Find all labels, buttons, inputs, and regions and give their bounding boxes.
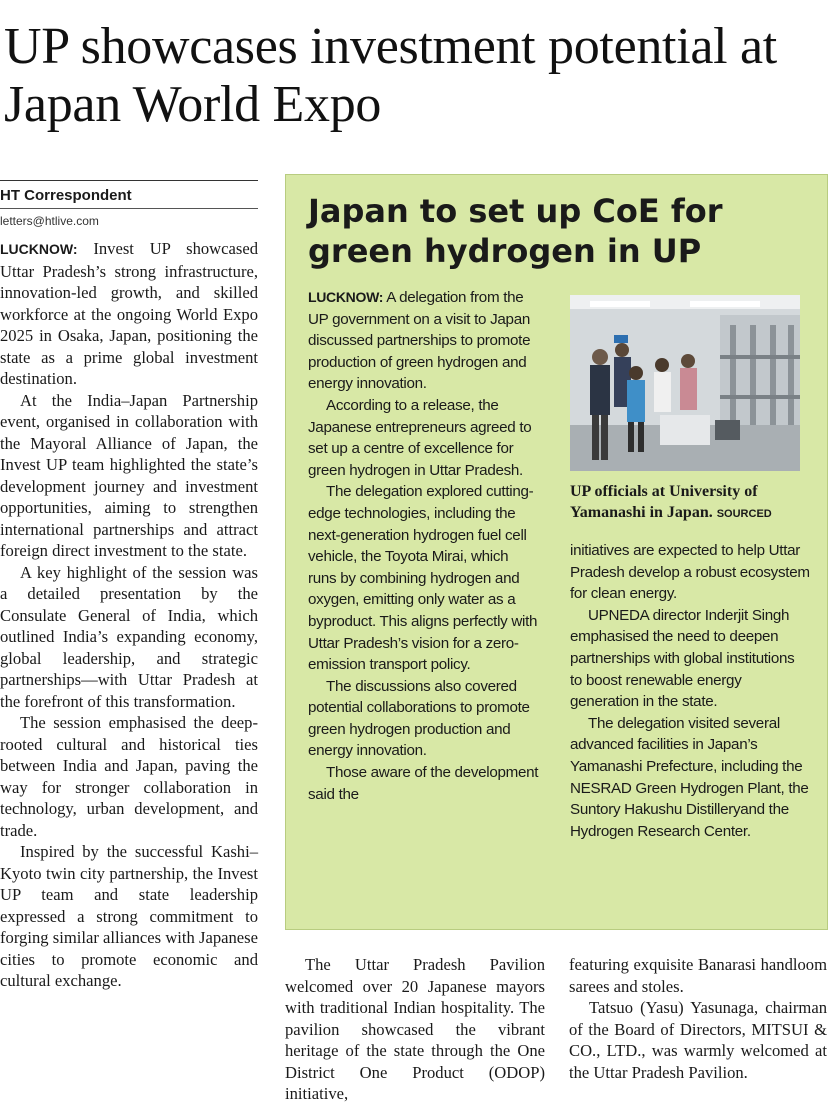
article-column-middle bbox=[285, 954, 545, 1105]
author-email: letters@htlive.com bbox=[0, 214, 99, 228]
headline: UP showcases investment potential at Japan World Expo bbox=[4, 18, 777, 133]
sidebar-paragraph: UPNEDA director Inderjit Singh emphasised the need to deepen partnerships with global institutions to boost renewable energy generation in the state. bbox=[570, 606, 795, 711]
byline: HT Correspondent bbox=[0, 181, 258, 209]
article-column-left bbox=[0, 238, 258, 992]
sidebar-headline: Japan to set up CoE for green hydrogen in UP bbox=[308, 192, 723, 270]
lab-photo-illustration bbox=[570, 295, 800, 471]
sidebar-column-2 bbox=[570, 540, 810, 842]
sidebar-paragraph: initiatives are expected to help Uttar Pradesh develop a robust ecosystem for clean energy. bbox=[570, 542, 810, 603]
dateline: LUCKNOW: bbox=[0, 241, 78, 257]
sidebar-paragraph: LUCKNOW: A delegation from the UP government on a visit to Japan discussed partnerships to promote production of green hydrogen and energy innovation. bbox=[308, 289, 531, 393]
article-column-right bbox=[569, 954, 827, 1083]
sidebar-paragraph: The discussions also covered potential collaborations to promote green hydrogen production and energy innovation. bbox=[308, 677, 530, 760]
photo-caption: UP officials at University of Yamanashi in Japan. SOURCED bbox=[570, 483, 772, 521]
sidebar-column-1 bbox=[308, 287, 540, 805]
article-paragraph: The Uttar Pradesh Pavilion welcomed over 20 Japanese mayors with traditional Indian hospitality. The pavilion showcased the vibrant heritage of the state through the One District One Product (ODOP) initiative, bbox=[285, 955, 545, 1103]
sidebar-box bbox=[285, 174, 828, 930]
byline-block bbox=[0, 180, 258, 228]
article-paragraph: Inspired by the successful Kashi–Kyoto twin city partnership, the Invest UP team and state leadership expressed a strong commitment to forging similar alliances with Japanese cities to promote economic and cultural exchange. bbox=[0, 842, 258, 990]
photo-credit: SOURCED bbox=[716, 508, 772, 520]
lab-photo bbox=[570, 295, 800, 471]
sidebar-paragraph: The delegation explored cutting-edge technologies, including the next-generation hydrogen fuel cell vehicle, the Toyota Mirai, which runs by combining hydrogen and oxygen, emitting only water as a byproduct. This aligns perfectly with Uttar Pradesh’s vision for a zero-emission transport policy. bbox=[308, 483, 538, 674]
article-paragraph: Tatsuo (Yasu) Yasunaga, chairman of the Board of Directors, MITSUI & CO., LTD., was warmly welcomed at the Uttar Pradesh Pavilion. bbox=[569, 998, 827, 1082]
sidebar-dateline: LUCKNOW: bbox=[308, 289, 384, 305]
article-paragraph: A key highlight of the session was a detailed presentation by the Consulate General of India, which outlined India’s expanding economy, global leadership, and strategic partnerships—with Uttar Pradesh at the forefront of this transformation. bbox=[0, 562, 258, 711]
article-paragraph: featuring exquisite Banarasi handloom sarees and stoles. bbox=[569, 955, 827, 996]
sidebar-paragraph: Those aware of the development said the bbox=[308, 764, 539, 803]
article-paragraph: LUCKNOW: Invest UP showcased Uttar Pradesh’s strong infrastructure, innovation-led growth, and skilled workforce at the ongoing World Expo 2025 in Osaka, Japan, positioning the state as a prime global investment destination. bbox=[0, 239, 258, 388]
article-paragraph: At the India–Japan Partnership event, organised in collaboration with the Mayoral Alliance of Japan, the Invest UP team highlighted the state’s development journey and investment opportunities, aiming to strengthen international partnerships and attract foreign direct investment to the state. bbox=[0, 390, 258, 560]
article-paragraph: The session emphasised the deep-rooted cultural and historical ties between India and Japan, paving the way for stronger collaboration in technology, urban development, and trade. bbox=[0, 713, 258, 840]
sidebar-paragraph: According to a release, the Japanese entrepreneurs agreed to set up a centre of excellence for green hydrogen in Uttar Pradesh. bbox=[308, 396, 532, 479]
sidebar-paragraph: The delegation visited several advanced facilities in Japan’s Yamanashi Prefecture, including the NESRAD Green Hydrogen Plant, the Suntory Hakushu Distilleryand the Hydrogen Research Center. bbox=[570, 714, 809, 840]
